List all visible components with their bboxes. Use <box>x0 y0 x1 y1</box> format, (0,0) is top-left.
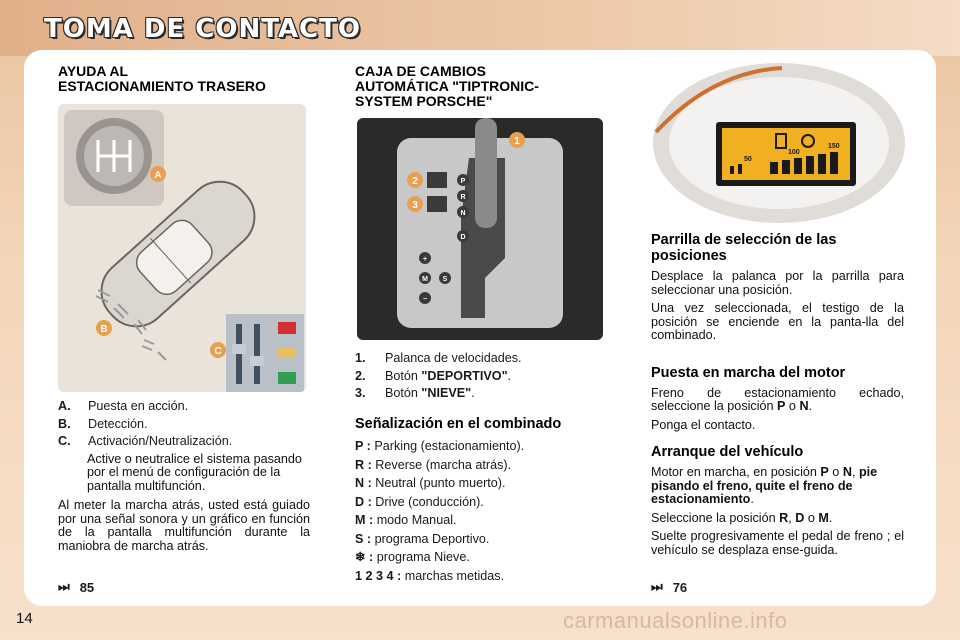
mode-item <box>355 477 605 491</box>
list-item-pre: Palanca de velocidades. <box>385 351 522 365</box>
mode-item <box>355 570 605 584</box>
list-item-key: 1. <box>355 351 366 365</box>
mode-item <box>355 551 605 565</box>
list-item-key: 2. <box>355 368 366 383</box>
list-item-key: B. <box>58 416 71 431</box>
vehicle-start-p1-bold: pie pisando el freno, quite el freno de estacionamiento <box>651 465 878 506</box>
scale-150-label: 150 <box>828 143 840 150</box>
mode-text: Drive (conducción). <box>375 494 484 509</box>
gate-m-label: M <box>422 276 428 283</box>
book-reference-icon: ⏭ <box>58 579 70 594</box>
mode-text: marchas metidas. <box>404 568 505 583</box>
list-item-text <box>385 352 522 366</box>
callout-c-label: C <box>214 346 222 357</box>
mode-text: modo Manual. <box>376 513 457 527</box>
reference-85[interactable] <box>58 579 94 595</box>
parking-aid-heading-line1: AYUDA AL <box>58 63 129 79</box>
mode-key: R : <box>355 457 372 472</box>
grid-selection-heading-line2: posiciones <box>651 248 727 264</box>
parking-aid-list <box>58 400 310 553</box>
vehicle-start-heading: Arranque del vehículo <box>651 444 804 460</box>
mode-key: 1 2 3 4 : <box>355 568 402 583</box>
vehicle-start-p1-or: o <box>828 465 843 479</box>
mode-item <box>355 440 605 454</box>
mode-item <box>355 514 605 528</box>
mode-text: Parking (estacionamiento). <box>374 439 525 453</box>
list-item-text: Puesta en acción. <box>88 399 189 413</box>
vehicle-start-p2-m: M <box>818 510 829 525</box>
mode-text: Neutral (punto muerto). <box>375 476 506 490</box>
cluster-display-illustration <box>652 62 906 224</box>
gear-selector-illustration <box>357 118 603 340</box>
mode-item <box>355 496 605 510</box>
mode-key: S : <box>355 531 372 546</box>
vehicle-start-p2-pre: Seleccione la posición <box>651 510 780 525</box>
reference-85-number: 85 <box>79 579 95 595</box>
grid-selection-heading <box>651 232 904 264</box>
list-item-text <box>385 370 511 384</box>
page-title: TOMA DE CONTACTO <box>44 14 361 44</box>
reference-76-number: 76 <box>672 579 688 595</box>
list-item-key: 3. <box>355 386 366 400</box>
list-item-bold: "NIEVE" <box>421 386 472 400</box>
mode-item <box>355 533 605 547</box>
parking-aid-heading-line2: ESTACIONAMIENTO TRASERO <box>58 78 266 94</box>
engine-start-p1-p: P <box>777 399 786 413</box>
engine-start-p1-pre: Freno de estacionamiento echado, seleccione la posición <box>651 385 904 413</box>
vehicle-start-p2-d: D <box>795 510 805 525</box>
list-item-key: A. <box>58 399 71 413</box>
mode-key: N : <box>355 476 372 490</box>
parking-aid-illustration <box>58 104 306 392</box>
gate-minus-label: − <box>422 296 428 303</box>
watermark: carmanualsonline.info <box>563 608 788 633</box>
gate-n-label: N <box>460 210 466 217</box>
list-item-text: Activación/Neutralización. <box>88 434 233 448</box>
mode-key: P : <box>355 439 371 453</box>
cluster-indication-section <box>355 416 605 588</box>
callout-a-label: A <box>154 170 162 181</box>
mode-key: M : <box>355 513 374 527</box>
gate-s-label: S <box>442 276 448 283</box>
vehicle-start-p1-post: . <box>750 492 754 506</box>
gearbox-heading-line1: CAJA DE CAMBIOS <box>355 63 486 79</box>
mode-key: D : <box>355 494 372 509</box>
list-item <box>355 370 605 384</box>
vehicle-start-p1-p: P <box>820 465 829 479</box>
engine-start-p1-post: . <box>808 399 813 413</box>
vehicle-start-p1-pre: Motor en marcha, en posición <box>651 465 821 479</box>
vehicle-start-p3: Suelte progresivamente el pedal de freno ; el vehículo se desplaza ense-guida. <box>651 529 904 557</box>
item-c-note: Active o neutralice el sistema pasando por el menú de configuración de la pantalla multifunción. <box>87 451 302 493</box>
mode-text: Reverse (marcha atrás). <box>375 457 512 472</box>
parking-aid-paragraph: Al meter la marcha atrás, usted está guiado por una señal sonora y un gráfico en función de la pantalla multifunción durante la maniobra de marcha atrás. <box>58 498 310 553</box>
gearbox-heading-line3: SYSTEM PORSCHE" <box>355 93 493 109</box>
list-item <box>58 400 310 414</box>
callout-1-label: 1 <box>514 136 520 147</box>
list-item-post: . <box>507 368 512 383</box>
list-item <box>355 352 605 366</box>
grid-selection-p2: Una vez seleccionada, el testigo de la posición se enciende en la panta-lla del combinado. <box>651 301 904 342</box>
callout-b-label: B <box>100 324 108 335</box>
grid-selection-heading-line1: Parrilla de selección de las <box>651 232 837 248</box>
list-item-text <box>385 387 475 401</box>
parking-aid-heading <box>58 64 314 94</box>
vehicle-start-p2-r: R <box>779 510 789 525</box>
list-item <box>58 435 310 449</box>
vehicle-start-p2 <box>651 512 904 526</box>
list-item-bold: "DEPORTIVO" <box>421 368 508 383</box>
vehicle-start-p1-n: N <box>842 465 852 479</box>
engine-start-heading: Puesta en marcha del motor <box>651 364 846 381</box>
list-item-pre: Botón <box>385 386 422 400</box>
mode-text: programa Deportivo. <box>374 531 490 546</box>
callout-3-label: 3 <box>412 200 418 211</box>
engine-start-p1-or: o <box>785 399 800 413</box>
vehicle-start-p2-or: o <box>804 510 819 525</box>
column-instructions <box>651 232 904 557</box>
cluster-indication-heading: Señalización en el combinado <box>355 416 562 432</box>
gate-p-label: P <box>460 178 466 185</box>
scale-50-label: 50 <box>744 156 752 163</box>
gate-d-label: D <box>460 234 466 241</box>
vehicle-start-p1-sep: , <box>851 465 856 479</box>
vehicle-start-p1 <box>651 466 904 507</box>
snowflake-icon: ❄ : <box>355 550 374 564</box>
gate-r-label: R <box>460 194 466 201</box>
page-number: 14 <box>16 610 33 627</box>
gate-plus-label: + <box>422 256 428 263</box>
gearbox-list <box>355 352 605 405</box>
list-item-pre: Botón <box>385 368 422 383</box>
vehicle-start-p2-comma: , <box>788 510 796 525</box>
list-item-post: . <box>471 386 475 400</box>
vehicle-start-p2-post: . <box>828 510 833 525</box>
reference-76[interactable] <box>651 579 687 595</box>
scale-100-label: 100 <box>788 149 800 156</box>
list-item-key: C. <box>58 434 71 448</box>
column-parking-aid <box>58 64 314 94</box>
column-gearbox <box>355 64 605 109</box>
callout-2-label: 2 <box>412 176 418 187</box>
mode-item <box>355 459 605 473</box>
engine-start-p2: Ponga el contacto. <box>651 417 756 432</box>
engine-start-p1-n: N <box>799 399 809 413</box>
book-reference-icon: ⏭ <box>651 579 663 594</box>
list-item <box>58 418 310 432</box>
gearbox-heading <box>355 64 605 109</box>
list-item <box>355 387 605 401</box>
engine-start-p1 <box>651 387 904 414</box>
mode-text: programa Nieve. <box>376 550 470 564</box>
list-item-text: Detección. <box>88 416 148 431</box>
gearbox-heading-line2: AUTOMÁTICA "TIPTRONIC- <box>355 78 539 94</box>
grid-selection-p1: Desplace la palanca por la parrilla para seleccionar una posición. <box>651 269 904 297</box>
